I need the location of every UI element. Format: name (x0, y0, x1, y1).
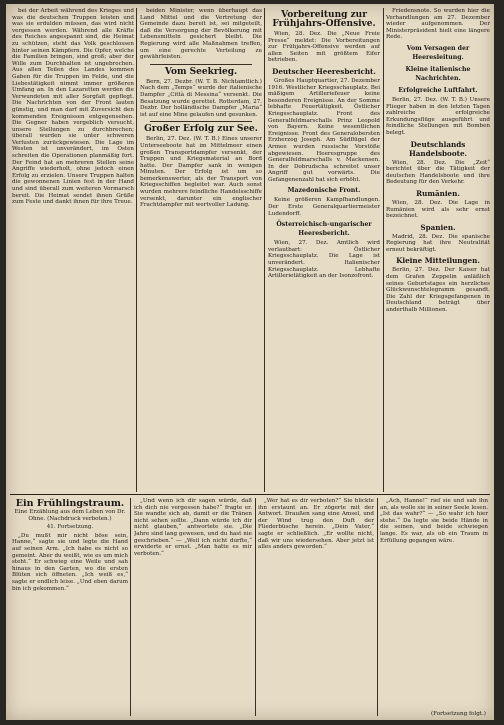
feuilleton-column-3 (258, 498, 374, 716)
heading-fruehjahrs-offensive: Vorbereitung zur Frühjahrs-Offensive. (272, 10, 376, 29)
heading-italienische-nachrichten: Kleine italienische Nachrichten. (405, 65, 471, 82)
heading-rumaenien: Rumänien. (416, 188, 460, 198)
article-offensive: Wien, 28. Dez. Die „Neue Freie Presse“ meldet: Die Vorbereitungen zur Frühjahrs-Offensive werden auf allen Seiten mit größtem Eifer betrieben. (268, 31, 380, 64)
column-4-intro: Friedensnote. So wurden hier die Verhandlungen am 27. Dezember wieder aufgenommen. Der Ministerpräsident hielt eine längere Rede. (386, 8, 490, 41)
article-handelsboote: Wien, 28. Dez. Die „Zeit“ berichtet über die Tätigkeit der deutschen Handelsboote und ihre Bedeutung für den Verkehr. (386, 159, 490, 186)
heading-vom-seekrieg: Vom Seekrieg. (164, 66, 238, 77)
column-3 (268, 8, 380, 496)
feuilleton-column-4 (380, 498, 488, 716)
heading-spanien: Spanien. (420, 222, 456, 232)
article-oesterreich-bericht: Wien, 27. Dez. Amtlich wird verlautbart: Östlicher Kriegsschauplatz. Die Lage ist unverändert. Italienischer Kriegsschauplatz. Lebhafte Artillerietätigkeit an der Isonzofront. (268, 240, 380, 280)
article-rumaenien: Wien, 28. Dez. Die Lage in Rumänien wird als sehr ernst bezeichnet. (386, 199, 490, 220)
column-2 (140, 8, 262, 496)
separator (150, 121, 252, 122)
article-grosser-erfolg: Berlin, 27. Dez. (W. T. B.) Eines unserer Unterseeboote hat im Mittelmeer einen großen Transportdampfer versenkt, der Truppen und Kriegsmaterial an Bord hatte. Der Dampfer sank in wenigen Minuten. Der Erfolg ist um so bemerkenswerter, als der Transport von Kriegsschiffen begleitet war. Auch sonst wurden mehrere feindliche Handelsschiffe versenkt, darunter ein englischer Frachtdampfer mit wertvoller Ladung. (140, 136, 262, 209)
heading-handelsboote: Deutschlands Handelsboote. (408, 139, 468, 158)
heading-oesterreich-bericht: Österreichisch-ungarischer Heeresbericht. (276, 221, 372, 238)
heading-mazedonische-front: Mazedonische Front. (287, 187, 361, 195)
feuilleton-rule (10, 494, 490, 495)
column-rule (130, 498, 131, 716)
column-4 (386, 8, 490, 496)
heading-luftfahrt: Erfolgreiche Luftfahrt. (398, 86, 478, 94)
feuilleton-title: Ein Frühlingstraum. (15, 498, 125, 509)
article-seekrieg: Bern, 27. Dezbr. (W. T. B. Nichtamtlich.) Nach dem „Temps“ wurde der italienische Dampfer „Città di Messina“ versenkt. Die Besatzung wurde gerettet. Rotterdam, 27. Dezbr. Der holländische Dampfer „Maria“ ist auf eine Mine gelaufen und gesunken. (140, 78, 262, 118)
column-1 (12, 8, 134, 496)
article-mazedonische-front: Keine größeren Kampfhandlungen. Der Erste Generalquartiermeister Ludendorff. (268, 197, 380, 217)
newspaper-page (6, 4, 494, 720)
column-rule (377, 498, 378, 716)
column-rule (383, 8, 384, 492)
column-rule (136, 8, 137, 492)
feuilleton-text-2: „Und wenn ich dir sagen würde, daß ich dich nie vergessen habe?“ fragte er. Sie wandte sich ab, damit er die Tränen nicht sehen sollte. „Dann würde ich dir nicht glauben,“ antwortete sie. „Die Jahre sind lang gewesen, und du hast nie geschrieben.“ — „Weil ich nicht durfte,“ erwiderte er ernst. „Man hatte es mir verboten.“ (134, 498, 252, 557)
feuilleton-text-4: „Ach, Hanne!“ rief sie und sah ihn an, als wolle sie in seiner Seele lesen. „Ist das wahr?“ — „So wahr ich hier stehe.“ Da legte sie beide Hände in die seinen, und beide schwiegen lange. Es war, als ob ein Traum in Erfüllung gegangen wäre. (380, 498, 488, 544)
article-luftfahrt: Berlin, 27. Dez. (W. T. B.) Unsere Flieger haben in den letzten Tagen zahlreiche erfolgreiche Erkundungsflüge ausgeführt und feindliche Stellungen mit Bomben belegt. (386, 96, 490, 136)
column-rule (255, 498, 256, 716)
article-spanien: Madrid, 28. Dez. Die spanische Regierung hat ihre Neutralität erneut bekräftigt. (386, 233, 490, 253)
feuilleton-text-3: „Wer hat es dir verboten?“ Sie blickte ihn erstaunt an. Er zögerte mit der Antwort. Draußen sang eine Amsel, und der Wind trug den Duft der Fliederbüsche herein. „Dein Vater,“ sagte er schließlich. „Er wollte nicht, daß wir uns wiedersehen. Aber jetzt ist alles anders geworden.“ (258, 498, 374, 551)
heading-grosser-erfolg: Großer Erfolg zur See. (144, 124, 258, 135)
separator (150, 64, 252, 65)
column-rule (264, 8, 265, 492)
feuilleton-column-2 (134, 498, 252, 716)
article-heeresbericht: Großes Hauptquartier, 27. Dezember 1916. Westlicher Kriegsschauplatz. Bei mäßigem Artilleriefeuer keine besonderen Ereignisse. An der Somme lebhafte Feuertätigkeit. Östlicher Kriegsschauplatz. Front des Generalfeldmarschalls Prinz Leopold von Bayern. Keine wesentlichen Ereignisse. Front des Generalobersten Erzherzog Joseph. Am Südflügel der Armee wurden russische Vorstöße abgewiesen. Heeresgruppe des Generalfeldmarschalls v. Mackensen. In der Dobrudscha schreitet unser Angriff gut vorwärts. Die Gefangenenzahl hat sich erhöht. (268, 77, 380, 183)
feuilleton-subtitle: Eine Erzählung aus dem Leben von Dr. Ohne. (Nachdruck verboten.) (14, 509, 126, 522)
heading-heeresbericht: Deutscher Heeresbericht. (272, 66, 376, 76)
feuilleton-column-1 (12, 498, 128, 716)
heading-heeresleitung: Vom Versagen der Heeresleitung. (406, 44, 470, 61)
heading-kleine-mitteilungen: Kleine Mitteilungen. (396, 256, 480, 266)
column-2-intro: beiden Minister, wenn überhaupt das Land Mittel und die Vertretung der Gemeinde dazu bereit ist, sei mitgeteilt, daß die Versorgung der Bevölkerung mit Lebensmitteln gesichert bleibt. Die Regierung wird alle Maßnahmen treffen, um eine gerechte Verteilung zu gewährleisten. (140, 8, 262, 61)
feuilleton-part: 41. Fortsetzung. (46, 524, 94, 531)
article-kleine-mitteilungen: Berlin, 27. Dez. Der Kaiser hat dem Grafen Zeppelin anläßlich seines Geburtstages ein herzliches Glückwunschtelegramm gesandt. Die Zahl der Kriegsgefangenen in Deutschland beträgt über anderthalb Millionen. (386, 267, 490, 314)
feuilleton-text-1: „Du mußt mir nicht böse sein, Hanne,“ sagte sie und legte die Hand auf seinen Arm. „Ich habe es nicht so gemeint. Aber du weißt, wie es um mich steht.“ Er schwieg eine Weile und sah hinaus in den Garten, wo die ersten Blüten sich öffneten. „Ich weiß es,“ sagte er endlich leise. „Und eben darum bin ich gekommen.“ (12, 532, 128, 592)
column-1-text: bei der Arbeit während des Krieges und was die deutschen Truppen leisten und was sie erdulden müssen, das wird nicht vergessen werden. Während alle Kräfte des Reiches angespannt sind, die Heimat zu schützen, steht das Volk geschlossen hinter seinen Kämpfern. Die Opfer, welche die Familien bringen, sind groß; aber der Wille zum Durchhalten ist ungebrochen. Aus allen Teilen des Landes kommen Gaben für die Truppen im Felde, und die Liebestätigkeit nimmt immer größeren Umfang an. In den Lazaretten werden die Verwundeten mit aller Sorgfalt gepflegt. Die Nachrichten von der Front lauten günstig, und man darf mit Zuversicht den kommenden Ereignissen entgegensehen. Die Gegner haben vergeblich versucht, unsere Stellungen zu durchbrechen; überall wurden sie unter schweren Verlusten zurückgewiesen. Die Lage im Westen ist unverändert, im Osten schreiten die Operationen planmäßig fort. Der Feind hat an mehreren Stellen seine Angriffe wiederholt, ohne jedoch einen Erfolg zu erzielen. Unsere Truppen halten die gewonnenen Linien fest in der Hand und sind überall zum weiteren Vormarsch bereit. Die Heimat sendet ihnen Grüße zum Feste und dankt ihnen für ihre Treue. (12, 8, 134, 206)
feuilleton-continued: (Fortsetzung folgt.) (430, 711, 486, 717)
